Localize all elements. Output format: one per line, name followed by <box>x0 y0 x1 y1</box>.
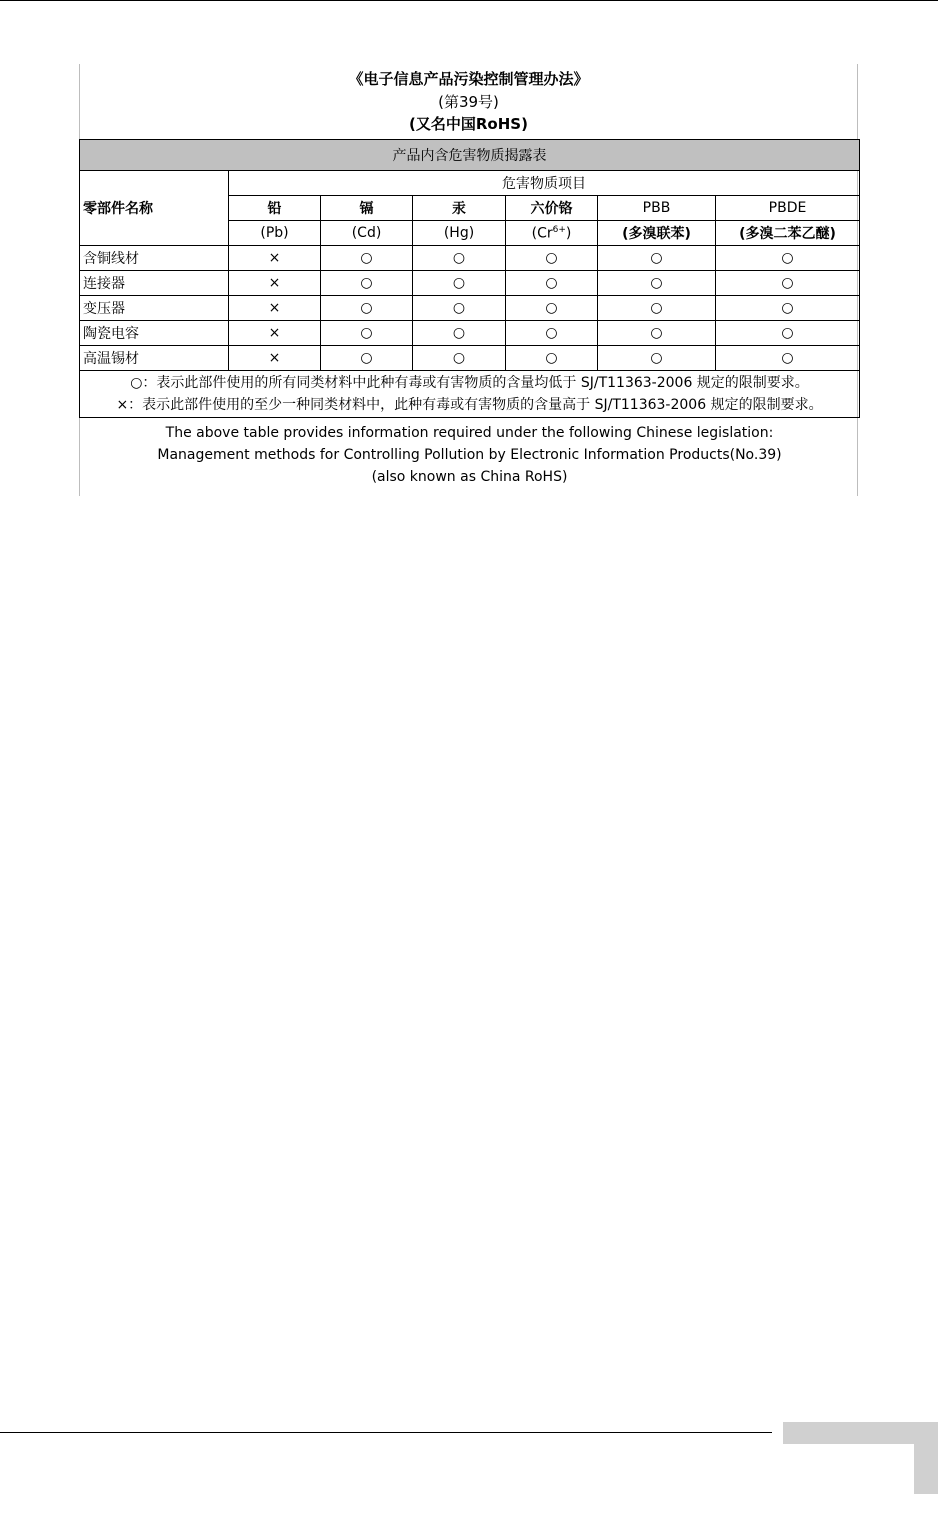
value-cell: ○ <box>413 296 506 321</box>
substance-symbol: (多溴二苯乙醚) <box>716 221 860 246</box>
hazard-group-header: 危害物质项目 <box>229 171 860 196</box>
part-name-header: 零部件名称 <box>80 171 229 246</box>
value-cell: × <box>229 246 321 271</box>
value-cell: ○ <box>321 296 413 321</box>
regulation-aka: (又名中国RoHS) <box>409 115 528 133</box>
substance-name: 汞 <box>413 196 506 221</box>
english-cell <box>80 418 860 497</box>
legend-note-circle: ○：表示此部件使用的所有同类材料中此种有毒或有害物质的含量均低于 SJ/T11363-2006 规定的限制要求。 <box>130 375 809 391</box>
value-cell: ○ <box>506 271 598 296</box>
substance-name: PBDE <box>716 196 860 221</box>
page-tab <box>783 1422 938 1444</box>
cr-symbol-sup: 6+ <box>552 224 566 235</box>
english-line-2: Management methods for Controlling Pollution by Electronic Information Products(No.39) <box>157 447 782 463</box>
value-cell: ○ <box>413 321 506 346</box>
table-row <box>80 346 860 371</box>
legend-cell <box>80 371 860 418</box>
value-cell: ○ <box>598 296 716 321</box>
value-cell: ○ <box>321 271 413 296</box>
cr-symbol-prefix: (Cr <box>531 225 553 242</box>
table-row <box>80 271 860 296</box>
value-cell: ○ <box>413 346 506 371</box>
page-tab-edge <box>914 1444 938 1494</box>
value-cell: × <box>229 271 321 296</box>
value-cell: ○ <box>321 346 413 371</box>
english-line-1: The above table provides information required under the following Chinese legislation: <box>165 425 774 441</box>
value-cell: ○ <box>716 271 860 296</box>
part-name: 变压器 <box>80 296 229 321</box>
substance-name: 镉 <box>321 196 413 221</box>
substance-symbol: (Cd) <box>321 221 413 246</box>
value-cell: ○ <box>598 271 716 296</box>
table-row <box>80 321 860 346</box>
legend-row <box>80 371 860 418</box>
footer-rule <box>0 1432 772 1433</box>
hazard-group-row <box>80 171 860 196</box>
table-banner-row <box>80 140 860 171</box>
value-cell: ○ <box>506 321 598 346</box>
value-cell: ○ <box>716 346 860 371</box>
value-cell: ○ <box>598 321 716 346</box>
value-cell: × <box>229 346 321 371</box>
value-cell: ○ <box>506 346 598 371</box>
substance-name: PBB <box>598 196 716 221</box>
substance-name: 六价铬 <box>506 196 598 221</box>
english-row <box>80 418 860 497</box>
value-cell: ○ <box>598 346 716 371</box>
substance-symbol-cr <box>506 221 598 246</box>
value-cell: × <box>229 296 321 321</box>
substance-symbol: (Hg) <box>413 221 506 246</box>
hazard-table <box>79 139 860 496</box>
value-cell: ○ <box>321 321 413 346</box>
substance-name: 铅 <box>229 196 321 221</box>
table-banner: 产品内含危害物质揭露表 <box>80 140 860 171</box>
value-cell: ○ <box>716 321 860 346</box>
value-cell: ○ <box>716 296 860 321</box>
value-cell: ○ <box>506 296 598 321</box>
legend-note-cross: ×：表示此部件使用的至少一种同类材料中，此种有毒或有害物质的含量高于 SJ/T11363-2006 规定的限制要求。 <box>116 397 823 413</box>
part-name: 陶瓷电容 <box>80 321 229 346</box>
part-name: 含铜线材 <box>80 246 229 271</box>
regulation-number: (第39号) <box>438 93 499 111</box>
value-cell: × <box>229 321 321 346</box>
cr-symbol-suffix: ) <box>565 225 572 242</box>
top-rule <box>0 0 938 1</box>
table-row <box>80 296 860 321</box>
regulation-title: 《电子信息产品污染控制管理办法》 <box>348 70 589 88</box>
value-cell: ○ <box>321 246 413 271</box>
english-line-3: (also known as China RoHS) <box>371 469 568 485</box>
value-cell: ○ <box>598 246 716 271</box>
substance-symbol: (Pb) <box>229 221 321 246</box>
part-name: 高温锡材 <box>80 346 229 371</box>
substance-symbol: (多溴联苯) <box>598 221 716 246</box>
value-cell: ○ <box>413 246 506 271</box>
table-row <box>80 246 860 271</box>
value-cell: ○ <box>506 246 598 271</box>
part-name: 连接器 <box>80 271 229 296</box>
value-cell: ○ <box>716 246 860 271</box>
value-cell: ○ <box>413 271 506 296</box>
